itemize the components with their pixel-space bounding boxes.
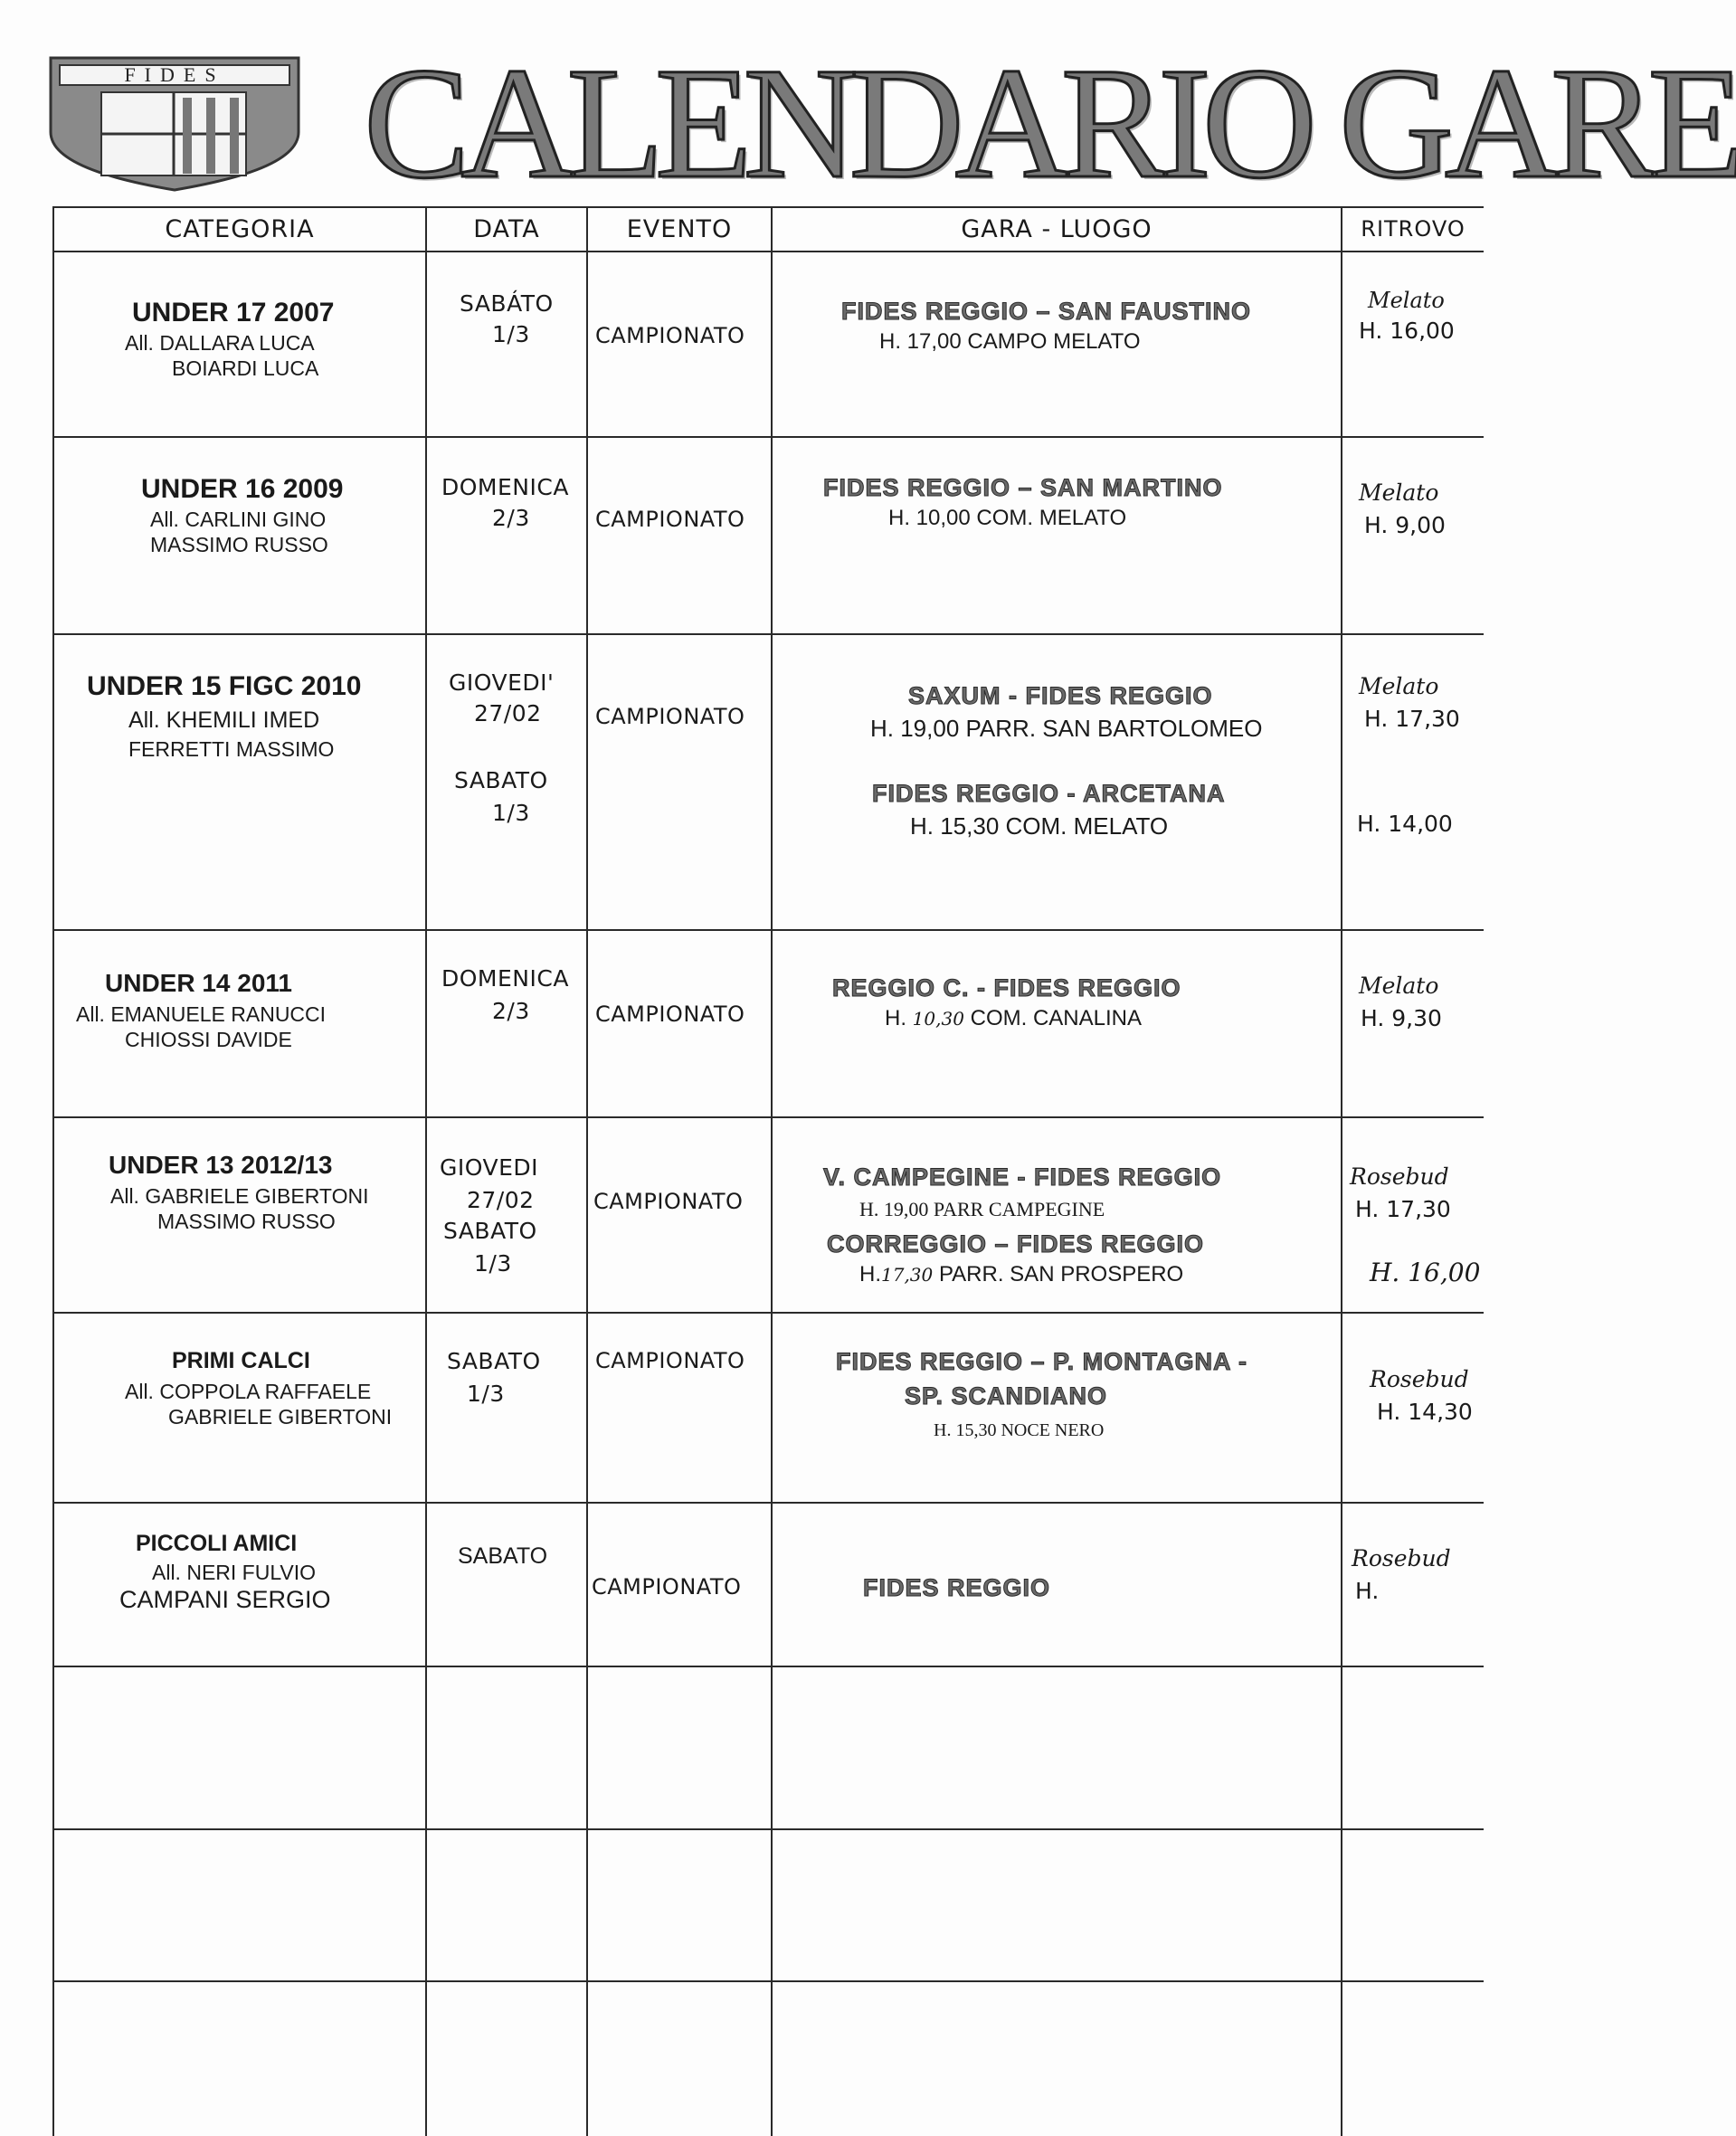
event-type: CAMPIONATO xyxy=(595,1348,745,1373)
match-date: 2/3 xyxy=(492,505,530,531)
meeting-place: Melato xyxy=(1359,973,1439,999)
handwritten-time: 17,30 xyxy=(881,1264,934,1286)
table-row xyxy=(52,931,1484,1118)
match-date: 2/3 xyxy=(492,998,530,1024)
schedule-table xyxy=(52,206,1484,2136)
match-place: H. 19,00 PARR. SAN BARTOLOMEO xyxy=(870,715,1263,742)
category-name: UNDER 16 2009 xyxy=(141,474,344,504)
coach-line: All. CARLINI GINO xyxy=(150,508,327,531)
match-date: 27/02 xyxy=(467,1187,535,1213)
coach-line: MASSIMO RUSSO xyxy=(157,1210,336,1233)
match-date: 1/3 xyxy=(492,321,530,347)
match-day-2: SABATO xyxy=(443,1218,537,1244)
meeting-time: H. 9,30 xyxy=(1361,1005,1442,1031)
match-date: 1/3 xyxy=(467,1381,505,1407)
meeting-time: H. xyxy=(1355,1578,1380,1604)
meeting-time-2: H. 14,00 xyxy=(1357,811,1453,837)
event-type: CAMPIONATO xyxy=(592,1574,742,1600)
match-day: SABÁTO xyxy=(460,290,554,317)
empty-row xyxy=(52,1667,1484,1830)
match-teams: SAXUM - FIDES REGGIO xyxy=(908,682,1213,709)
category-name: UNDER 14 2011 xyxy=(105,969,293,997)
fides-logo xyxy=(47,54,302,192)
table-row xyxy=(52,635,1484,931)
coach-line: CAMPANI SERGIO xyxy=(119,1586,331,1613)
match-teams: FIDES REGGIO – P. MONTAGNA - xyxy=(836,1348,1248,1375)
event-type: CAMPIONATO xyxy=(595,1002,745,1027)
match-date-2: 1/3 xyxy=(492,800,530,826)
match-date: 27/02 xyxy=(474,700,542,726)
match-teams-2: CORREGGIO – FIDES REGGIO xyxy=(827,1230,1205,1258)
match-date-2: 1/3 xyxy=(474,1250,512,1277)
header-data: DATA xyxy=(427,208,588,251)
empty-row xyxy=(52,1982,1484,2136)
table-row xyxy=(52,438,1484,635)
meeting-place: Melato xyxy=(1368,288,1445,313)
match-teams-2: SP. SCANDIANO xyxy=(905,1382,1108,1410)
category-name: UNDER 15 FIGC 2010 xyxy=(87,671,362,701)
match-day: GIOVEDI' xyxy=(449,669,555,696)
match-day: SABATO xyxy=(447,1348,541,1374)
coach-line: FERRETTI MASSIMO xyxy=(128,737,335,761)
match-teams: V. CAMPEGINE - FIDES REGGIO xyxy=(823,1163,1222,1191)
table-row xyxy=(52,1118,1484,1314)
handwritten-time: 10,30 xyxy=(912,1008,964,1030)
match-place-2: H.17,30 PARR. SAN PROSPERO xyxy=(859,1262,1184,1286)
meeting-place: Rosebud xyxy=(1350,1163,1449,1190)
match-teams-2: FIDES REGGIO - ARCETANA xyxy=(872,780,1226,807)
category-name: UNDER 13 2012/13 xyxy=(109,1151,333,1179)
table-row xyxy=(52,252,1484,438)
match-day: DOMENICA xyxy=(441,474,569,500)
match-place: H. 15,30 NOCE NERO xyxy=(934,1420,1105,1440)
event-type: CAMPIONATO xyxy=(595,507,745,532)
coach-line: All. GABRIELE GIBERTONI xyxy=(110,1184,369,1208)
meeting-time: H. 16,00 xyxy=(1359,318,1455,344)
meeting-time-2: H. 16,00 xyxy=(1370,1258,1481,1287)
logo-text: FIDES xyxy=(124,63,225,86)
event-type: CAMPIONATO xyxy=(593,1189,744,1214)
table-row xyxy=(52,1504,1484,1667)
header-evento: EVENTO xyxy=(588,208,773,251)
header-categoria: CATEGORIA xyxy=(52,208,427,251)
coach-line: GABRIELE GIBERTONI xyxy=(168,1405,393,1429)
page-title: CALENDARIO GARE xyxy=(364,35,1736,212)
meeting-time: H. 14,30 xyxy=(1377,1399,1473,1425)
meeting-place: Rosebud xyxy=(1370,1366,1469,1392)
meeting-time: H. 17,30 xyxy=(1355,1196,1451,1222)
match-place: H. 19,00 PARR CAMPEGINE xyxy=(859,1198,1105,1220)
coach-line: BOIARDI LUCA xyxy=(172,356,319,380)
category-name: PICCOLI AMICI xyxy=(136,1531,298,1556)
category-name: PRIMI CALCI xyxy=(172,1348,310,1373)
meeting-place: Melato xyxy=(1359,673,1439,699)
header-ritrovo: RITROVO xyxy=(1361,216,1466,242)
match-day: DOMENICA xyxy=(441,965,569,992)
coach-line: MASSIMO RUSSO xyxy=(150,533,328,556)
meeting-place: Melato xyxy=(1359,479,1439,506)
table-header xyxy=(52,206,1484,252)
match-teams: FIDES REGGIO xyxy=(863,1574,1051,1601)
event-type: CAMPIONATO xyxy=(595,323,745,348)
match-place-2: H. 15,30 COM. MELATO xyxy=(910,812,1169,840)
coach-line: All. EMANUELE RANUCCI xyxy=(76,1002,327,1026)
match-teams: FIDES REGGIO – SAN MARTINO xyxy=(823,474,1223,501)
coach-line: All. KHEMILI IMED xyxy=(128,707,320,733)
coach-line: CHIOSSI DAVIDE xyxy=(125,1028,292,1051)
match-day: SABATO xyxy=(458,1543,548,1569)
match-place: H. 17,00 CAMPO MELATO xyxy=(879,329,1141,354)
category-name: UNDER 17 2007 xyxy=(132,298,335,328)
empty-row xyxy=(52,1830,1484,1982)
event-type: CAMPIONATO xyxy=(595,704,745,729)
match-day: GIOVEDI xyxy=(440,1154,539,1181)
coach-line: All. COPPOLA RAFFAELE xyxy=(125,1380,372,1403)
match-place: H. 10,30 COM. CANALINA xyxy=(885,1006,1142,1030)
match-place: H. 10,00 COM. MELATO xyxy=(888,506,1127,530)
coach-line: All. NERI FULVIO xyxy=(152,1561,317,1584)
meeting-time: H. 17,30 xyxy=(1364,706,1460,732)
header-gara-luogo: GARA - LUOGO xyxy=(773,208,1342,251)
coach-line: All. DALLARA LUCA xyxy=(125,331,315,355)
meeting-time: H. 9,00 xyxy=(1364,512,1446,538)
meeting-place: Rosebud xyxy=(1352,1545,1451,1571)
match-teams: REGGIO C. - FIDES REGGIO xyxy=(832,974,1181,1002)
match-teams: FIDES REGGIO – SAN FAUSTINO xyxy=(841,298,1252,325)
match-day-2: SABATO xyxy=(454,767,548,793)
table-row xyxy=(52,1314,1484,1504)
